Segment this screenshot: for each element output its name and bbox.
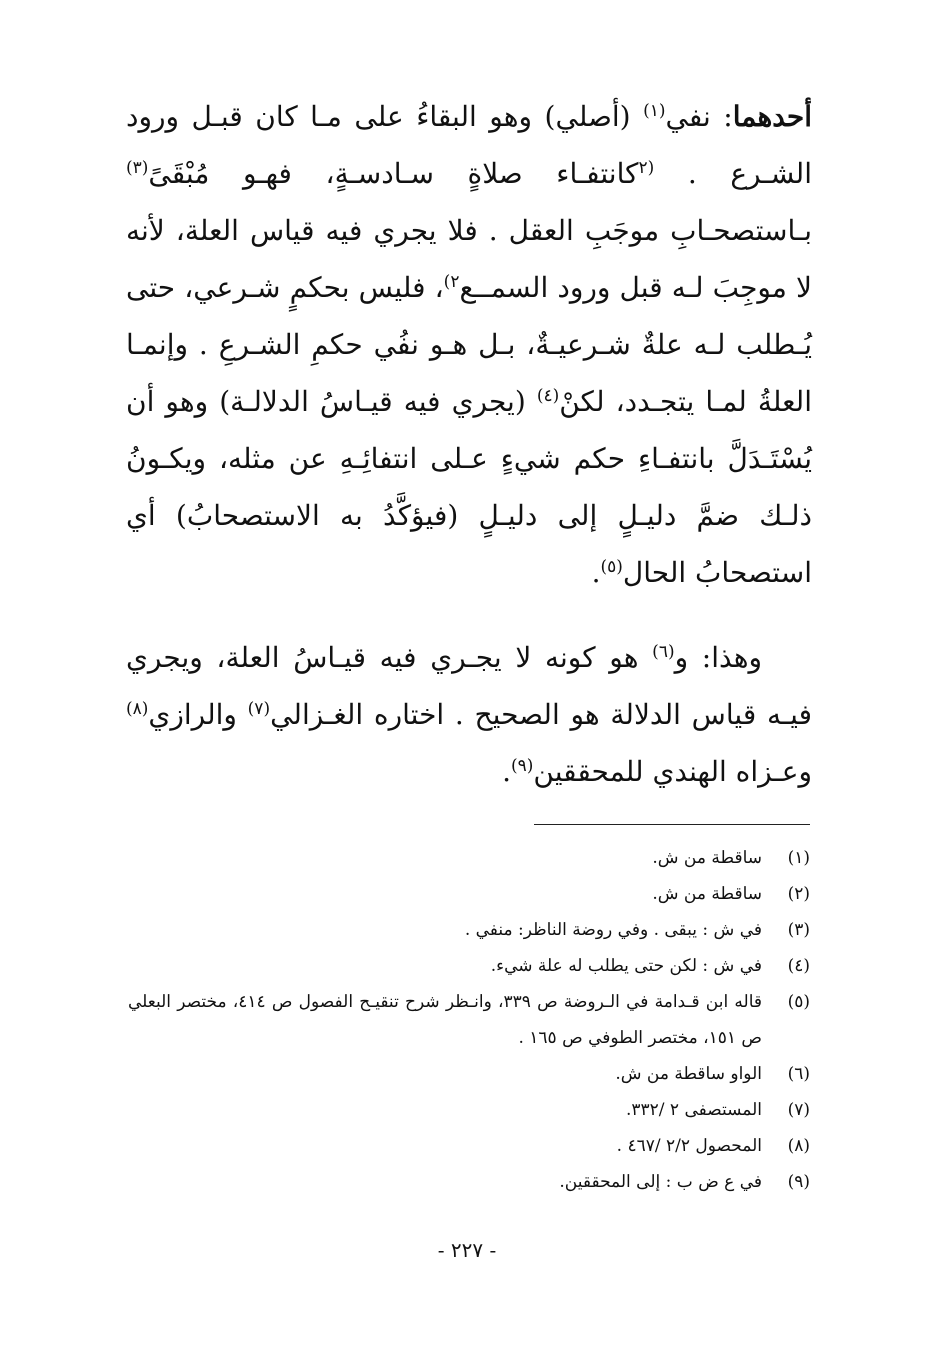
footnote-item: [128, 876, 810, 912]
footnote-text: ساقطة من ش.: [652, 848, 762, 868]
footnote-number: (٥): [787, 992, 810, 1012]
footnote-item: [128, 984, 810, 1056]
footnote-text: ساقطة من ش.: [652, 884, 762, 904]
footnote-ref: (٨): [126, 699, 149, 719]
footnote-item: [128, 840, 810, 876]
footnote-item: [128, 1164, 810, 1200]
footnote-ref: (٤): [536, 386, 560, 406]
text-segment: :: [710, 100, 733, 133]
text-segment: (أصلي) وهو البقاءُ على مـا كان قبـل ورود الشـرع .: [126, 100, 812, 190]
paragraph-lead: أحدهما: [732, 100, 812, 133]
footnote-text: في ع ض ب : إلى المحققين.: [559, 1172, 762, 1192]
page-number: - ٢٢٧ -: [437, 1238, 497, 1262]
footnote-number: (٢): [787, 884, 810, 904]
footnote-number: (٦): [787, 1064, 810, 1084]
footnote-ref: (٦): [652, 642, 675, 662]
footnote-number: (٨): [787, 1136, 810, 1156]
footnote-ref: (٩): [511, 756, 534, 776]
text-segment: بـاستصحـابِ موجَبِ العقل . فلا يجري فيه قياس العلة، لأنه لا موجِبَ لـه قبل ورود السمــع: [126, 214, 812, 304]
text-segment: .: [591, 556, 601, 589]
footnote-text: في ش : يبقى . وفي روضة الناظر: منفي .: [464, 920, 762, 940]
footnote-ref: (٢: [638, 158, 655, 178]
footnote-item: [128, 912, 810, 948]
footnote-item: [128, 1056, 810, 1092]
text-segment: ، فليس بحكمٍ شـرعي، حتى يُـطلب لـه علةٌ شـرعيـةٌ، بـل هـو نفُي حكمِ الشـرعِ . وإنمـا العلةُ لمـا يتجـدد، لكنْ: [126, 271, 812, 418]
footnote-text: قاله ابن قـدامة في الـروضة ص ٣٣٩، وانـظر شرح تنقيـح الفصول ص ٤١٤، مختصر البعلي ص ١٥١، مختصر الطوفي ص ١٦٥ .: [128, 992, 762, 1048]
paragraph-1: [126, 88, 812, 601]
main-text: [126, 88, 812, 800]
text-segment: هو كونه لا يجـري فيه قيـاسُ العلة، ويجري فيـه قياس الدلالة هو الصحيح . اختاره الغـزالي: [126, 641, 812, 731]
footnote-text: في ش : لكن حتى يطلب له علة شيء.: [490, 956, 762, 976]
footnote-ref: (٥): [600, 557, 623, 577]
footnote-text: المستصفى ٢ /٣٣٢.: [625, 1100, 762, 1120]
footnote-ref: (٣): [126, 158, 149, 178]
text-segment: والرازي: [148, 698, 248, 731]
footnote-ref: (٧): [247, 699, 271, 719]
text-segment: كانتفـاء صلاةٍ سـادسـةٍ، فهـو مُبْقَىً: [148, 157, 639, 190]
footnote-ref: ٢): [443, 272, 460, 292]
footnote-item: [128, 1092, 810, 1128]
footnote-number: (٣): [787, 920, 810, 940]
footnote-item: [128, 1128, 810, 1164]
text-segment: (يجري فيه قيـاسُ الدلالـة) وهو أن يُسْتَـدَلَّ بانتفـاءِ حكم شيءٍ عـلى انتفائِـهِ عن مثله، ويكـونُ ذلـك ضمَّ دليـلٍ إلى دليـلٍ (فيؤكَّدُ به الاستصحابُ) أي استصحابُ الحال: [126, 385, 812, 589]
text-segment: .: [502, 755, 511, 788]
footnote-divider: [534, 824, 810, 825]
footnote-ref: (١): [643, 101, 666, 121]
footnote-number: (٩): [787, 1172, 810, 1192]
footnote-item: [128, 948, 810, 984]
text-segment: نفي: [665, 100, 711, 133]
footnote-number: (٧): [787, 1100, 810, 1120]
text-segment: وهذا: و: [674, 641, 762, 674]
footnote-text: الواو ساقطة من ش.: [615, 1064, 762, 1084]
footnote-number: (٤): [787, 956, 810, 976]
paragraph-2: [126, 629, 812, 800]
text-segment: وعـزاه الهندي للمحققين: [533, 755, 812, 788]
footnote-text: المحصول ٢/٢ /٤٦٧ .: [616, 1136, 762, 1156]
footnote-number: (١): [787, 848, 810, 868]
footnotes-list: [128, 840, 810, 1200]
